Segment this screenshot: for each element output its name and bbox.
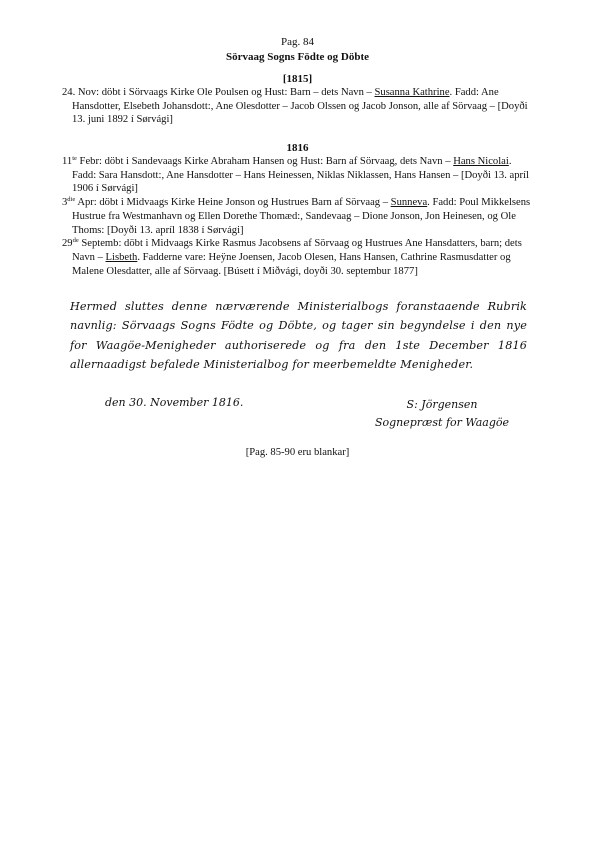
entries-1815 [62,86,532,127]
signature-block [352,396,532,432]
child-name: Susanna Kathrine [374,87,450,98]
entry-day-suffix: die [67,196,76,204]
signature-title: Sognepræst for Waagöe [374,416,510,429]
child-name: Sunneva [390,197,428,209]
year-heading-1815: [1815] [282,73,313,85]
entry-day: 11 [62,156,73,167]
child-name: Lisbeth [105,251,138,263]
entry-text: Septemb: döbt i Midvaags Kirke Rasmus Jacobsens af Sörvaag og Hustrues Ane Hansdatters, barn; dets Navn – [72,238,522,263]
closing-note: Hermed sluttes denne nærværende Ministerialbogs foranstaaende Rubrik navnlig: Sörvaags Sogns Födte og Döbte, og tager sin begyndelse i den nye for Waagöe-Menigheder authoriserede og fra den 1ste December 1816 allernaadigst befalede Ministerialbog for meerbemeldte Menigheder. [70,300,527,371]
year-heading-1816: 1816 [286,142,309,154]
signature-date: den 30. November 1816. [105,396,244,409]
entry-day: 29 [62,238,73,250]
entries-1816 [62,155,532,278]
baptism-entry [62,155,532,196]
baptism-entry [62,237,532,278]
entry-text: Febr: döbt i Sandevaags Kirke Abraham Hansen og Hust: Barn af Sörvaag, dets Navn – [76,156,454,167]
entry-text: . Fadd: Ane Hansdotter, Elsebeth Johansdott:, Ane Olesdotter – Jacob Olssen og Jacob Jonson, alle af Sörvaag – [Doyði 13. juni 1892 í Sørvági] [72,87,528,126]
entry-text: 24. Nov: döbt i Sörvaags Kirke Ole Poulsen og Hust: Barn – dets Navn – [62,87,375,98]
page-label: Pag. 84 [281,36,314,48]
entry-day-suffix: de [72,237,79,245]
child-name: Hans Nicolai [453,156,509,167]
page-title: Sörvaag Sogns Födte og Döbte [225,51,369,63]
entry-day: 3 [62,197,68,209]
baptism-entry [62,196,532,237]
signature-name: S: Jörgensen [406,398,478,411]
entry-text: Apr: döbt i Midvaags Kirke Heine Jonson og Hustrues Barn af Sörvaag – [75,197,391,209]
entry-text: . Fadd: Poul Mikkelsens Hustrue fra Westmanhavn og Ellen Dorethe Thomæd:, Sandevaag – Dione Jonson, Jon Heinesen, og Ole Thoms: [Doyði 13. apríl 1838 í Sørvági] [72,197,531,236]
footer-note: [Pag. 85-90 eru blankar] [245,447,350,458]
entry-day-suffix: te [72,155,77,162]
entry-text: . Fadderne vare: Heÿne Joensen, Jacob Olesen, Hans Hansen, Cathrine Rasmusdatter og Malene Olesdatter, alle af Sörvaag. [Búsett í Miðvági, doyði 30. septembur 1877] [72,251,511,277]
baptism-entry [62,86,532,127]
entry-text: . Fadd: Sara Hansdott:, Ane Hansdotter – Hans Heinessen, Niklas Niklassen, Hans Hansen – [Doyði 13. apríl 1906 í Sørvági] [72,156,529,195]
